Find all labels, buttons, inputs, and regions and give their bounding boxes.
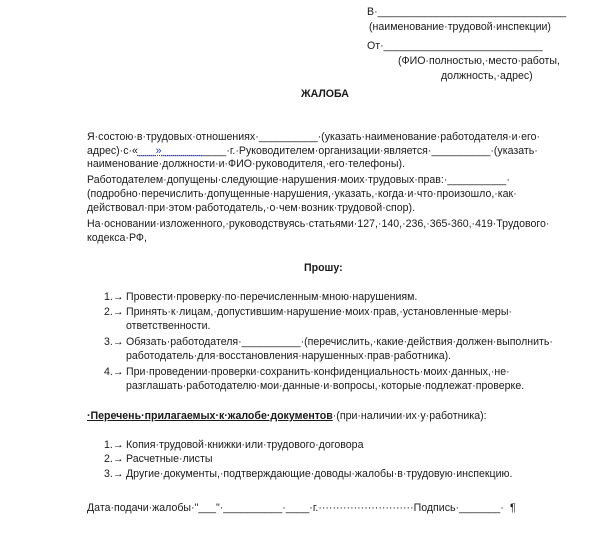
attachment-1-text: Копия·трудовой·книжки·или·трудового·договора (126, 439, 364, 451)
attachments-heading-note: ·(при·наличии·их·у·работника): (332, 410, 487, 422)
request-2-text-2: ответственности. (126, 320, 211, 332)
attachment-1-marker: 1.→ (104, 439, 124, 451)
attachments-heading-bold: ·Перечень·прилагаемых·к·жалобе·документов (87, 410, 333, 422)
document-title: ЖАЛОБА (301, 88, 349, 100)
request-3-text-1: Обязать·работодателя·__________·(перечислить,·какие·действия·должен·выполнить· (126, 336, 553, 348)
attachment-2-marker: 2.→ (104, 453, 124, 465)
request-2-text-1: Принять·к·лицам,·допустившим·нарушение·моих·прав,·установленные·меры· (126, 306, 512, 318)
request-heading: Прошу: (304, 262, 343, 274)
paragraph-1-line-1: Я·состою·в·трудовых·отношениях·__________·(указать·наименование·работодателя·и·его· (87, 131, 541, 143)
paragraph-1-line-2 (87, 145, 538, 158)
attachment-2-text: Расчетные·листы (126, 453, 213, 465)
paragraph-1-line-2-start: адрес)·с·« (87, 145, 138, 157)
paragraph-end-mark: ¶ (510, 502, 516, 514)
recipient-line: В·________________________________ (367, 6, 567, 18)
recipient-hint: (наименование·трудовой·инспекции) (369, 21, 551, 33)
sender-line: От·___________________________ (367, 40, 543, 52)
request-1-marker: 1.→ (104, 291, 124, 303)
attachment-3-text: Другие·документы,·подтверждающие·доводы·жалобы·в·трудовую·инспекцию. (126, 468, 513, 480)
request-2-marker: 2.→ (104, 306, 124, 318)
attachment-3-marker: 3.→ (104, 468, 124, 480)
paragraph-2-line-1: Работодателем·допущены·следующие·нарушения·моих·трудовых·прав:·__________· (87, 174, 510, 186)
request-1-text: Провести·проверку·по·перечисленным·мною·нарушениям. (126, 291, 418, 303)
request-3-text-2: работодатель·для·восстановления·нарушенных·прав·работника). (126, 350, 452, 362)
paragraph-2-line-2: (подробно·перечислить·допущенные·нарушения,·указать,·когда·и·что·произошло,·как· (87, 188, 517, 200)
paragraph-3-line-2: кодекса·РФ, (87, 232, 147, 244)
sender-hint-2: должность,·адрес) (441, 70, 533, 82)
paragraph-2-line-3: действовал·при·этом·работодатель,·о·чем·возник·трудовой·спор). (87, 202, 416, 214)
attachments-heading (87, 410, 487, 423)
request-4-marker: 4.→ (104, 366, 124, 378)
submission-date-signature: Дата·подачи·жалобы·"___"·__________·____·г.···························Подпись·_______· (87, 502, 504, 514)
request-4-text-2: разглашать·работодателю·мои·данные·и·вопросы,·которые·подлежат·проверке. (126, 380, 525, 392)
request-4-text-1: При·проведении·проверки·сохранить·конфиденциальность·моих·данных,·не· (126, 366, 510, 378)
sender-hint-1: (ФИО·полностью,·место·работы, (398, 55, 560, 67)
spellcheck-mark: ___»_______ (137, 145, 203, 157)
paragraph-1-line-2-end: ____·г.·Руководителем·организации·является·__________·(указать· (202, 145, 538, 157)
request-3-marker: 3.→ (104, 336, 124, 348)
paragraph-1-line-3: наименование·должности·и·ФИО·руководителя,·его·телефоны). (87, 158, 405, 170)
paragraph-3-line-1: На·основании·изложенного,·руководствуясь·статьями·127,·140,·236,·365-360,·419·Трудового· (87, 218, 550, 230)
